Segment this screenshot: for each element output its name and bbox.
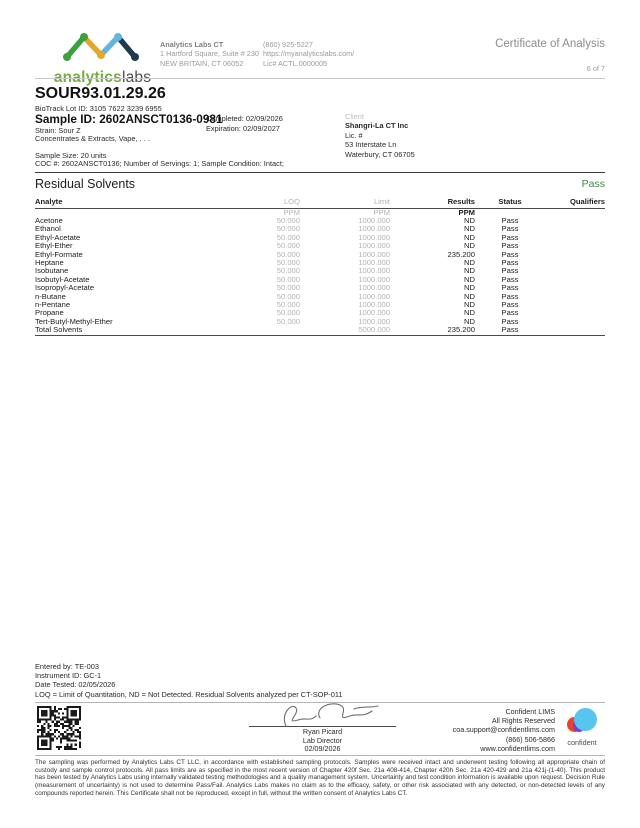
cell-analyte: Acetone xyxy=(35,215,63,225)
cell-result: ND xyxy=(464,215,475,225)
signature-block xyxy=(245,700,400,754)
instrument-id: Instrument ID: GC-1 xyxy=(35,671,102,681)
cell-loq: 50.000 xyxy=(276,308,300,318)
sample-id: Sample ID: 2602ANSCT0136-0981 xyxy=(35,112,223,126)
cell-loq: 50.000 xyxy=(276,283,300,293)
column-header-limit: Limit xyxy=(300,197,390,208)
lims-phone: (866) 506-5866 xyxy=(505,734,555,744)
cell-result: ND xyxy=(464,224,475,234)
logo-word-analytics: analytics xyxy=(53,69,122,86)
column-header-qualifiers: Qualifiers xyxy=(545,197,605,208)
cell-result: ND xyxy=(464,274,475,284)
cell-loq: 50.000 xyxy=(276,241,300,251)
cell-limit: 1000.000 xyxy=(358,249,390,259)
abbreviation-legend: LOQ = Limit of Quantitation, ND = Not Detected. Residual Solvents analyzed per CT-SOP-011 xyxy=(35,689,343,699)
section-title: Residual Solvents xyxy=(35,177,136,191)
cell-limit: 1000.000 xyxy=(358,274,390,284)
lims-email-link[interactable]: coa.support@confidentlims.com xyxy=(452,725,555,735)
unit-cell: PPM xyxy=(283,207,300,217)
completed-date: Completed: 02/09/2026 xyxy=(206,114,283,123)
cell-limit: 1000.000 xyxy=(358,308,390,318)
cell-qualifiers xyxy=(545,301,605,309)
cell-loq: 50.000 xyxy=(276,249,300,259)
table-row xyxy=(35,251,605,259)
client-address-line1: 53 Interstate Ln xyxy=(345,140,397,150)
column-header-status: Status xyxy=(475,197,545,208)
cell-status: Pass xyxy=(501,308,519,318)
cell-result: ND xyxy=(464,299,475,309)
cell-result: ND xyxy=(464,283,475,293)
expiration-date: Expiration: 02/09/2027 xyxy=(206,123,280,133)
lab-license: Lic# ACTL.0000005 xyxy=(263,58,328,68)
table-row xyxy=(35,234,605,242)
lims-name: Confident LIMS xyxy=(505,707,555,716)
legal-disclaimer: The sampling was performed by Analytics Labs CT LLC, in accordance with established sampling protocols. Samples were received intact and underwent testing following all appropriate chain of custody and sample control protocols. All pass limits are as specified in the most recent version of Chapter 420f Sec. 21a 408-414, Chapter 420h Sec. 21a 420-429 and 21a 421j-(1-40). This product has been tested by Analytics Labs using internally validated testing methodologies and a quality management system. Uncertainty and test condition information is available upon request. Decision Rule (measurement of uncertainty) is not used to determine Pass/Fail. Analytics Labs makes no claim as to the efficacy, safety, or other risk associated with any detected, or non-detected levels of any compounds reported herein. This Certificate shall not be reproduced, except in full, without the written consent of Analytics Labs CT. xyxy=(35,759,605,797)
cell-limit: 5000.000 xyxy=(300,326,390,335)
cell-qualifiers xyxy=(545,242,605,250)
cell-analyte: Propane xyxy=(35,308,64,318)
cell-qualifiers xyxy=(545,276,605,284)
signatory-name: Ryan Picard xyxy=(302,727,343,736)
client-block xyxy=(345,112,415,159)
table-row xyxy=(35,276,605,284)
cell-result: ND xyxy=(464,266,475,276)
lab-address-line2: NEW BRITAIN, CT 06052 xyxy=(160,58,244,68)
units-row xyxy=(35,208,605,217)
cell-qualifiers xyxy=(545,234,605,242)
cell-limit: 1000.000 xyxy=(358,291,390,301)
cell-loq: 50.000 xyxy=(276,257,300,267)
results-table xyxy=(35,197,605,336)
cell-qualifiers xyxy=(545,293,605,301)
table-row xyxy=(35,259,605,267)
cell-limit: 1000.000 xyxy=(358,316,390,326)
lab-website-link[interactable]: https://myanalyticslabs.com/ xyxy=(263,49,355,59)
cell-analyte: Heptane xyxy=(35,257,64,267)
cell-limit: 1000.000 xyxy=(358,241,390,251)
lab-phone: (860) 925-5227 xyxy=(263,40,313,49)
cell-result: 235.200 xyxy=(447,249,475,259)
table-row xyxy=(35,318,605,326)
column-header-loq: LOQ xyxy=(225,197,300,208)
column-header-results: Results xyxy=(390,197,475,208)
cell-status: Pass xyxy=(501,291,519,301)
lab-address-block xyxy=(160,40,259,68)
table-row xyxy=(35,217,605,225)
cell-analyte: Isobutane xyxy=(35,266,69,276)
cell-status: Pass xyxy=(501,283,519,293)
cell-status: Pass xyxy=(501,274,519,284)
cell-limit: 1000.000 xyxy=(358,299,390,309)
cell-analyte: Ethyl-Ether xyxy=(35,241,73,251)
table-row xyxy=(35,284,605,292)
header-divider xyxy=(35,78,605,79)
cell-status: Pass xyxy=(501,224,519,234)
cell-loq xyxy=(225,326,300,335)
signatory-title: Lab Director xyxy=(302,735,343,745)
cell-status: Pass xyxy=(501,316,519,326)
cell-loq: 50.000 xyxy=(276,215,300,225)
lims-rights: All Rights Reserved xyxy=(491,716,555,726)
unit-cell xyxy=(545,208,605,217)
column-header-analyte: Analyte xyxy=(35,197,225,208)
date-tested: Date Tested: 02/05/2026 xyxy=(35,680,116,690)
cell-status: Pass xyxy=(501,299,519,309)
client-license: Lic. # xyxy=(345,130,363,140)
table-row xyxy=(35,242,605,250)
cell-result: ND xyxy=(464,308,475,318)
sample-category: Concentrates & Extracts, Vape, . . . xyxy=(35,134,150,143)
cell-limit: 1000.000 xyxy=(358,215,390,225)
unit-cell xyxy=(35,208,225,217)
lab-address-line1: 1 Hartford Square, Suite # 230 xyxy=(160,49,259,59)
cell-status: Pass xyxy=(501,266,519,276)
cell-analyte: Isobutyl-Acetate xyxy=(35,274,90,284)
lims-website-link[interactable]: www.confidentlims.com xyxy=(480,743,555,753)
cell-qualifiers xyxy=(545,225,605,233)
table-row xyxy=(35,293,605,301)
table-row xyxy=(35,326,605,335)
cell-result: ND xyxy=(464,232,475,242)
unit-cell: PPM xyxy=(373,207,390,217)
cell-status: Pass xyxy=(501,232,519,242)
cell-qualifiers xyxy=(545,284,605,292)
footer-divider-bottom xyxy=(35,755,605,756)
cell-result: 235.200 xyxy=(390,326,475,335)
confident-logo xyxy=(560,708,604,747)
footer-notes xyxy=(35,662,343,699)
cell-analyte: Tert-Butyl-Methyl-Ether xyxy=(35,316,113,326)
cell-analyte: Ethanol xyxy=(35,224,61,234)
lims-info-block xyxy=(453,707,555,753)
lab-name: Analytics Labs CT xyxy=(160,40,224,49)
qr-code[interactable] xyxy=(37,706,81,750)
section-divider xyxy=(35,172,605,173)
table-header-row xyxy=(35,197,605,208)
cell-limit: 1000.000 xyxy=(358,232,390,242)
client-name: Shangri-La CT Inc xyxy=(345,121,409,131)
cell-loq: 50.000 xyxy=(276,232,300,242)
client-label: Client xyxy=(345,112,364,121)
cell-limit: 1000.000 xyxy=(358,224,390,234)
sample-size: Sample Size: 20 units xyxy=(35,151,107,160)
logo-mountain-icon xyxy=(59,30,147,63)
cell-analyte: Isopropyl-Acetate xyxy=(35,283,95,293)
cell-result: ND xyxy=(464,291,475,301)
client-address-line2: Waterbury, CT 06705 xyxy=(345,149,415,159)
confident-brand-name: confident xyxy=(567,738,597,747)
cell-loq: 50.000 xyxy=(276,316,300,326)
strain: Strain: Sour Z xyxy=(35,126,81,135)
cell-limit: 1000.000 xyxy=(358,283,390,293)
lab-contact-block xyxy=(263,40,354,68)
table-row xyxy=(35,267,605,275)
sample-dates xyxy=(206,114,283,133)
cell-limit: 1000.000 xyxy=(358,266,390,276)
cell-qualifiers xyxy=(545,309,605,317)
document-title: Certificate of Analysis xyxy=(495,38,605,50)
cell-status: Pass xyxy=(501,215,519,225)
cell-qualifiers xyxy=(545,217,605,225)
cell-loq: 50.000 xyxy=(276,299,300,309)
cell-status: Pass xyxy=(475,326,545,335)
sample-name-heading: SOUR93.01.29.26 xyxy=(35,85,166,102)
cell-analyte: Ethyl-Formate xyxy=(35,249,83,259)
section-status-badge: Pass xyxy=(581,178,605,190)
cell-status: Pass xyxy=(501,249,519,259)
cell-analyte: n-Pentane xyxy=(35,299,71,309)
page-indicator: 6 of 7 xyxy=(586,64,605,73)
cell-qualifiers xyxy=(545,267,605,275)
cell-limit: 1000.000 xyxy=(358,257,390,267)
entered-by: Entered by: TE-003 xyxy=(35,662,99,671)
coc-line: COC #: 2602ANSCT0136; Number of Servings: 1; Sample Condition: Intact; xyxy=(35,159,284,168)
cell-loq: 50.000 xyxy=(276,274,300,284)
cell-status: Pass xyxy=(501,257,519,267)
cell-qualifiers xyxy=(545,251,605,259)
cell-qualifiers xyxy=(545,259,605,267)
cell-loq: 50.000 xyxy=(276,224,300,234)
cell-qualifiers xyxy=(545,318,605,326)
table-row xyxy=(35,301,605,309)
biotrack-lot-id: BioTrack Lot ID: 3105 7622 3239 6955 xyxy=(35,104,162,113)
cell-result: ND xyxy=(464,241,475,251)
cell-loq: 50.000 xyxy=(276,266,300,276)
cell-analyte: n-Butane xyxy=(35,291,66,301)
unit-cell: PPM xyxy=(458,207,475,217)
cell-qualifiers xyxy=(545,326,605,335)
cell-result: ND xyxy=(464,257,475,267)
signature-date: 02/09/2026 xyxy=(304,744,341,754)
logo-word-labs: labs xyxy=(121,69,152,86)
table-row xyxy=(35,309,605,317)
cell-status: Pass xyxy=(501,241,519,251)
table-row xyxy=(35,225,605,233)
cell-analyte: Ethyl-Acetate xyxy=(35,232,81,242)
cell-result: ND xyxy=(464,316,475,326)
cell-analyte: Total Solvents xyxy=(35,326,225,335)
cell-loq: 50.000 xyxy=(276,291,300,301)
confident-logo-icon xyxy=(567,708,597,736)
